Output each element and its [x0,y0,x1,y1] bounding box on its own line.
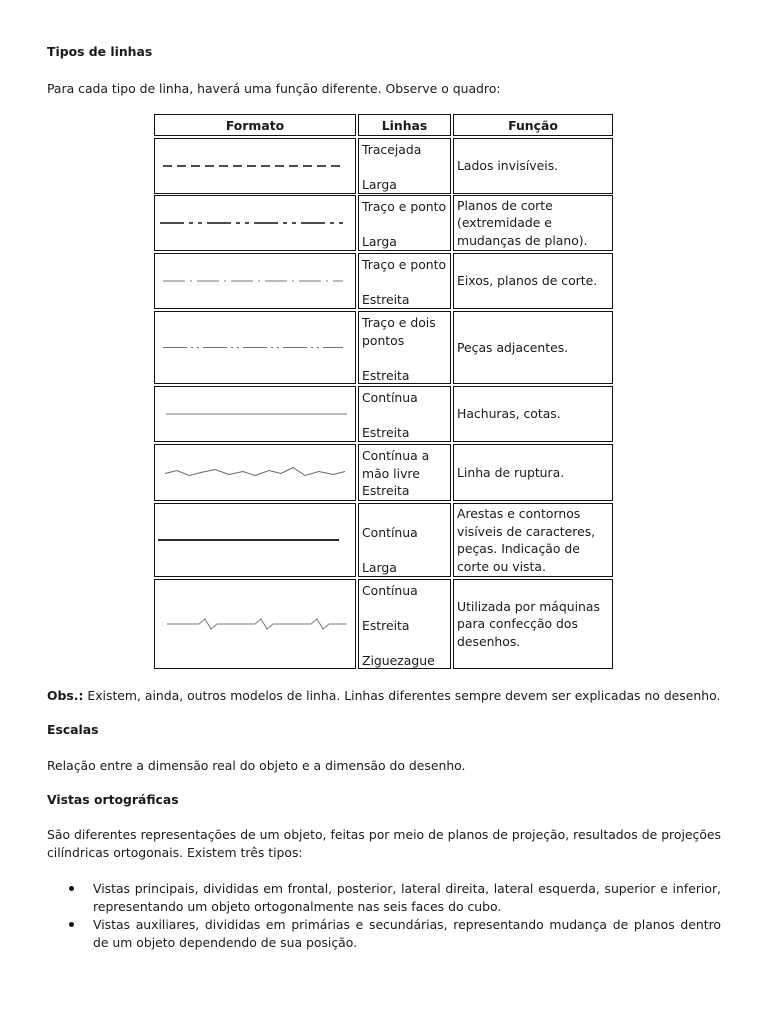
table-row-4-funcao [453,311,613,384]
continuous-thick-line [155,504,355,576]
line-label [362,274,447,292]
line-label: Estreita [362,367,410,383]
line-label: Traço e dois pontos [362,315,436,348]
table-row-8-funcao [453,579,613,669]
line-label [362,635,447,653]
line-label: Contínua [362,583,418,598]
header-linhas: Linhas [358,114,451,136]
table-row-5-funcao [453,386,613,442]
intro-paragraph: Para cada tipo de linha, haverá uma função diferente. Observe o quadro: [47,81,501,96]
vistas-bullet-list [47,880,721,951]
bullet-dot-icon [69,886,74,891]
bullet-dot-icon [69,922,74,927]
dashed-thick-line [155,139,355,193]
function-text: Hachuras, cotas. [457,406,561,422]
function-text: Lados invisíveis. [457,158,559,174]
line-label: Estreita [362,483,410,498]
line-label: Ziguezague [362,653,435,668]
table-row-7-formato [154,503,356,577]
table-row-1-funcao [453,138,613,194]
vistas-paragraph: São diferentes representações de um objeto, feitas por meio de planos de projeção, resultados de projeções cilíndricas ortogonais. Existem três tipos: [47,827,721,860]
table-row-3-funcao [453,253,613,309]
function-text: Eixos, planos de corte. [457,273,598,289]
table-row-2-funcao [453,195,613,251]
section-title-vistas-ortograficas: Vistas ortográficas [47,792,179,807]
dash-double-dot-thin-line [155,312,355,383]
vistas-bullet-list-wrapper [47,880,721,952]
line-label [362,506,447,524]
continuous-thin-line [155,387,355,441]
line-label: Larga [362,234,397,249]
function-text: Planos de corte (extremidade e mudanças de plano). [457,197,588,248]
bullet-item [47,916,721,951]
function-text: Utilizada por máquinas para confecção dos desenhos. [457,598,600,649]
table-row-2-linhas [358,195,451,251]
zigzag-line [155,580,355,668]
table-row-4-linhas [358,311,451,384]
line-label: Traço e ponto [362,199,447,214]
line-label: Traço e ponto [362,257,447,272]
escalas-paragraph: Relação entre a dimensão real do objeto e a dimensão do desenho. [47,758,466,773]
dash-dot-thick-line [155,196,355,250]
bullet-text: Vistas auxiliares, divididas em primárias e secundárias, representando mudança de planos dentro de um objeto dependendo de sua posição. [93,917,721,950]
table-row-8-linhas [358,579,451,669]
obs-text: Existem, ainda, outros modelos de linha. Linhas diferentes sempre devem ser explicadas no desenho. [83,688,721,703]
obs-label: Obs.: [47,688,84,703]
table-row-5-formato [154,386,356,442]
line-label: Estreita [362,618,410,633]
table-row-7-funcao [453,503,613,577]
line-label [362,600,447,618]
line-label [362,216,447,234]
line-label [362,541,447,559]
line-label [362,159,447,177]
line-label: Tracejada [362,142,422,157]
bullet-text: Vistas principais, divididas em frontal, posterior, lateral direita, lateral esquerda, superior e inferior, representando um objeto ortogonalmente nas seis faces do cubo. [93,881,721,914]
line-label: Larga [362,177,397,192]
header-funcao: Função [453,114,613,136]
line-label: Larga [362,559,397,575]
table-row-1-formato [154,138,356,194]
section-title-tipos-de-linhas: Tipos de linhas [47,44,153,59]
table-row-8-formato [154,579,356,669]
function-text: Linha de ruptura. [457,464,565,480]
table-row-1-linhas [358,138,451,194]
dash-dot-thin-line [155,254,355,308]
line-label: Contínua [362,524,418,540]
line-label [362,407,447,425]
freehand-line [155,445,355,500]
line-label [362,349,447,367]
obs-paragraph [47,687,721,705]
table-row-5-linhas [358,386,451,442]
table-row-6-funcao [453,444,613,501]
line-label: Estreita [362,425,410,440]
line-label: Contínua a mão livre [362,448,430,481]
function-text: Arestas e contornos visíveis de caracteres, peças. Indicação de corte ou vista. [457,506,596,574]
table-row-3-formato [154,253,356,309]
header-formato: Formato [154,114,356,136]
line-label: Contínua [362,390,418,405]
table-row-2-formato [154,195,356,251]
section-title-escalas: Escalas [47,722,99,737]
table-row-6-linhas [358,444,451,501]
line-label: Estreita [362,292,410,307]
function-text: Peças adjacentes. [457,339,569,355]
table-row-6-formato [154,444,356,501]
table-row-3-linhas [358,253,451,309]
table-row-4-formato [154,311,356,384]
bullet-item [47,880,721,915]
table-row-7-linhas [358,503,451,577]
